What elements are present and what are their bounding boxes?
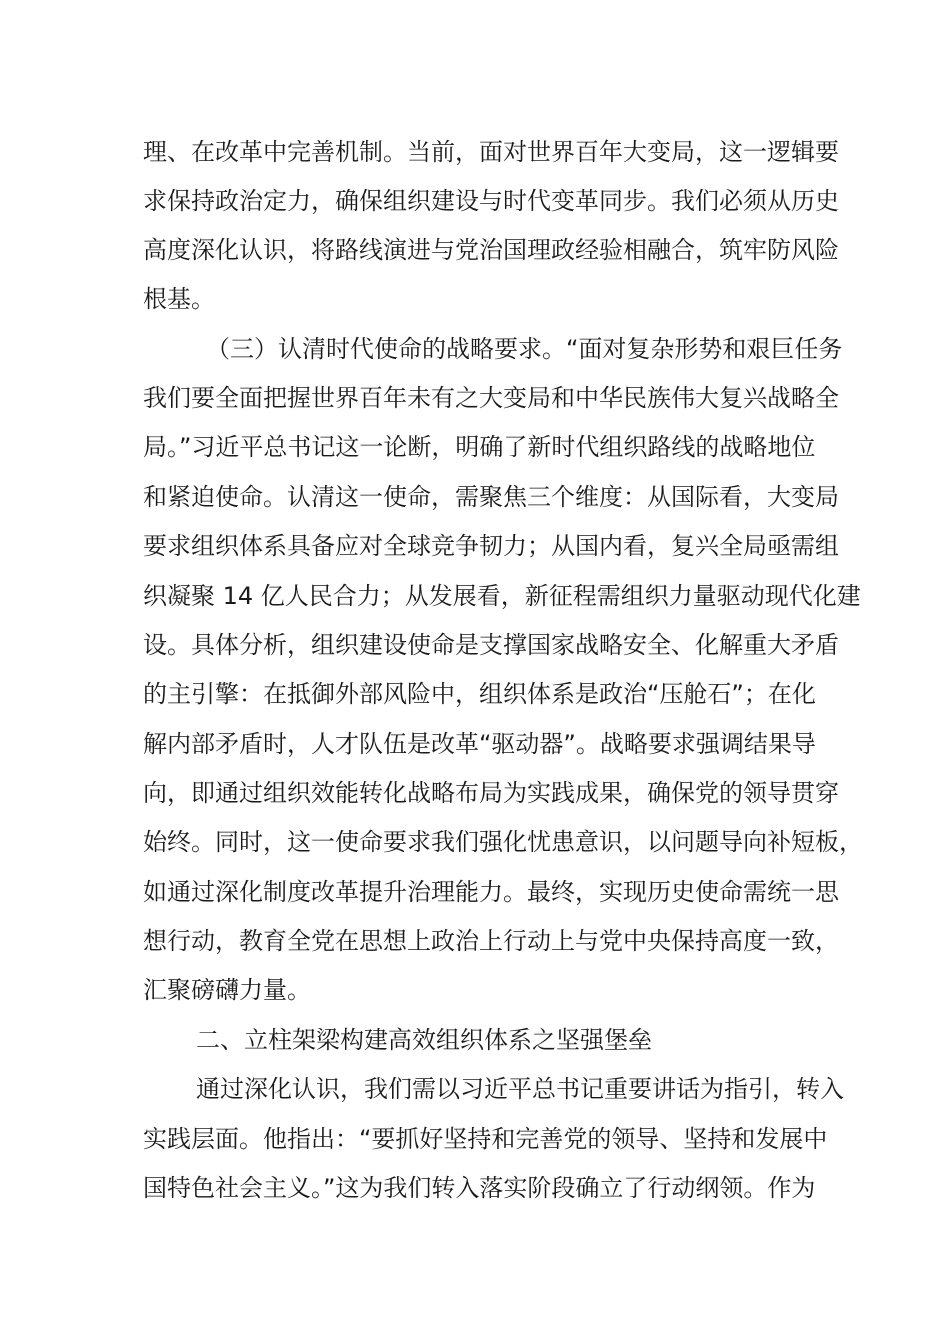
paragraph-line: 局。”习近平总书记这一论断，明确了新时代组织路线的战略地位 [143, 433, 816, 461]
paragraph-line: 通过深化认识，我们需以习近平总书记重要讲话为指引，转入 [196, 1075, 844, 1103]
paragraph-line: 织凝聚 14 亿人民合力；从发展看，新征程需组织力量驱动现代化建 [143, 582, 861, 610]
paragraph-line: 和紧迫使命。认清这一使命，需聚焦三个维度：从国际看，大变局 [143, 483, 839, 511]
paragraph-line: 如通过深化制度改革提升治理能力。最终，实现历史使命需统一思 [143, 878, 839, 906]
section-heading: 二、立柱架梁构建高效组织体系之坚强堡垒 [196, 1026, 652, 1054]
paragraph-line: 设。具体分析，组织建设使命是支撑国家战略安全、化解重大矛盾 [143, 631, 839, 659]
paragraph-line: 实践层面。他指出：“要抓好坚持和完善党的领导、坚持和发展中 [143, 1125, 828, 1153]
paragraph-line: 的主引擎：在抵御外部风险中，组织体系是政治“压舱石”；在化 [143, 680, 816, 708]
paragraph-line: 高度深化认识，将路线演进与党治国理政经验相融合，筑牢防风险 [143, 236, 839, 264]
paragraph-line: 要求组织体系具备应对全球竞争韧力；从国内看，复兴全局亟需组 [143, 532, 839, 560]
paragraph-line: 根基。 [143, 285, 215, 313]
paragraph-line: 理、在改革中完善机制。当前，面对世界百年大变局，这一逻辑要 [143, 138, 839, 166]
paragraph-line: 向，即通过组织效能转化战略布局为实践成果，确保党的领导贯穿 [143, 779, 839, 807]
paragraph-line: 国特色社会主义。”这为我们转入落实阶段确立了行动纲领。作为 [143, 1174, 816, 1202]
paragraph-line: 我们要全面把握世界百年未有之大变局和中华民族伟大复兴战略全 [143, 384, 839, 412]
paragraph-line: 想行动，教育全党在思想上政治上行动上与党中央保持高度一致， [143, 927, 839, 955]
paragraph-line: 始终。同时，这一使命要求我们强化忧患意识，以问题导向补短板， [143, 828, 863, 856]
paragraph-line: 汇聚磅礴力量。 [143, 976, 311, 1004]
paragraph-line: 解内部矛盾时，人才队伍是改革“驱动器”。战略要求强调结果导 [143, 730, 816, 758]
paragraph-line: 求保持政治定力，确保组织建设与时代变革同步。我们必须从历史 [143, 187, 839, 215]
subsection-heading-line: （三）认清时代使命的战略要求。“面对复杂形势和艰巨任务 [206, 335, 843, 363]
